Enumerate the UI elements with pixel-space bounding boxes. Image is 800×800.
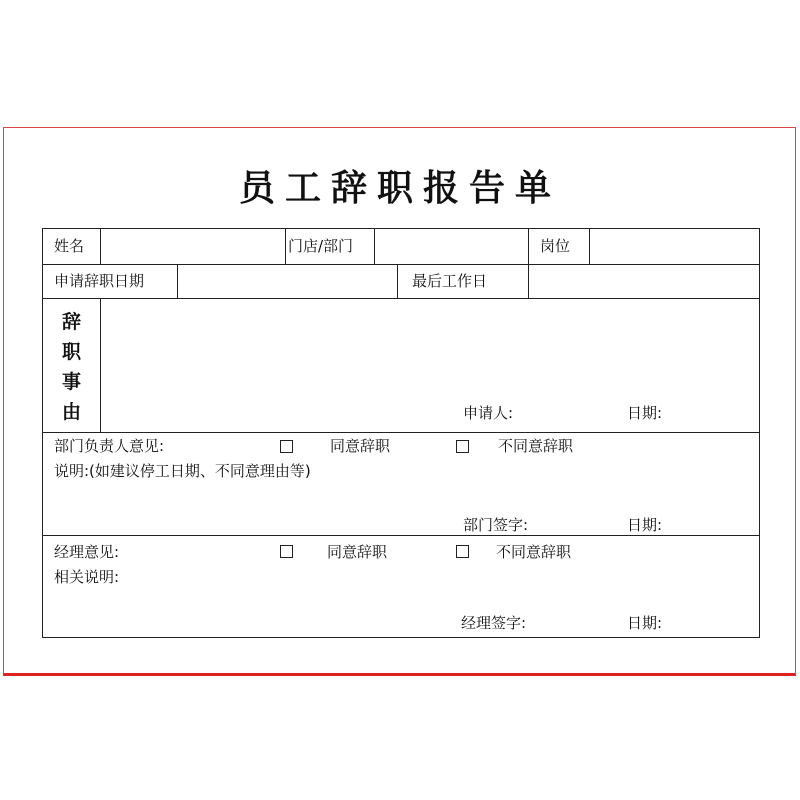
dept-date-label: 日期: <box>627 516 663 534</box>
row-divider <box>43 535 759 536</box>
cell-divider <box>100 298 101 432</box>
reason-char: 职 <box>61 341 81 363</box>
cell-divider <box>100 229 101 264</box>
name-label: 姓名 <box>54 237 85 255</box>
dept-note-label: 说明:(如建议停工日期、不同意理由等) <box>54 462 311 480</box>
manager-date-label: 日期: <box>627 614 663 632</box>
form-title: 员工辞职报告单 <box>238 167 561 209</box>
cell-divider <box>528 264 529 298</box>
dept-sign-label: 部门签字: <box>463 516 529 534</box>
manager-disagree-label: 不同意辞职 <box>496 543 572 561</box>
dept-disagree-checkbox[interactable] <box>456 440 469 453</box>
reason-label <box>43 307 100 427</box>
cell-divider <box>374 229 375 264</box>
dept-agree-label: 同意辞职 <box>330 437 391 455</box>
last-workday-label: 最后工作日 <box>412 272 488 290</box>
cell-divider <box>528 229 529 264</box>
reason-char: 事 <box>61 371 81 393</box>
manager-note-label: 相关说明: <box>54 568 120 586</box>
row-divider <box>43 432 759 433</box>
manager-agree-checkbox[interactable] <box>280 545 293 558</box>
reason-date-label: 日期: <box>627 404 663 422</box>
row-divider <box>43 264 759 265</box>
manager-disagree-checkbox[interactable] <box>456 545 469 558</box>
applicant-label: 申请人: <box>463 404 514 422</box>
reason-char: 辞 <box>61 311 81 333</box>
dept-agree-checkbox[interactable] <box>280 440 293 453</box>
resignation-form <box>42 228 760 638</box>
manager-opinion-label: 经理意见: <box>54 543 120 561</box>
cell-divider <box>177 264 178 298</box>
dept-opinion-label: 部门负责人意见: <box>54 437 165 455</box>
dept-disagree-label: 不同意辞职 <box>498 437 574 455</box>
manager-agree-label: 同意辞职 <box>327 543 388 561</box>
cell-divider <box>285 229 286 264</box>
reason-char: 由 <box>61 401 81 423</box>
cell-divider <box>397 264 398 298</box>
apply-date-label: 申请辞职日期 <box>54 272 145 290</box>
cell-divider <box>589 229 590 264</box>
manager-sign-label: 经理签字: <box>461 614 527 632</box>
position-label: 岗位 <box>540 237 571 255</box>
store-dept-label: 门店/部门 <box>288 237 354 255</box>
row-divider <box>43 298 759 299</box>
